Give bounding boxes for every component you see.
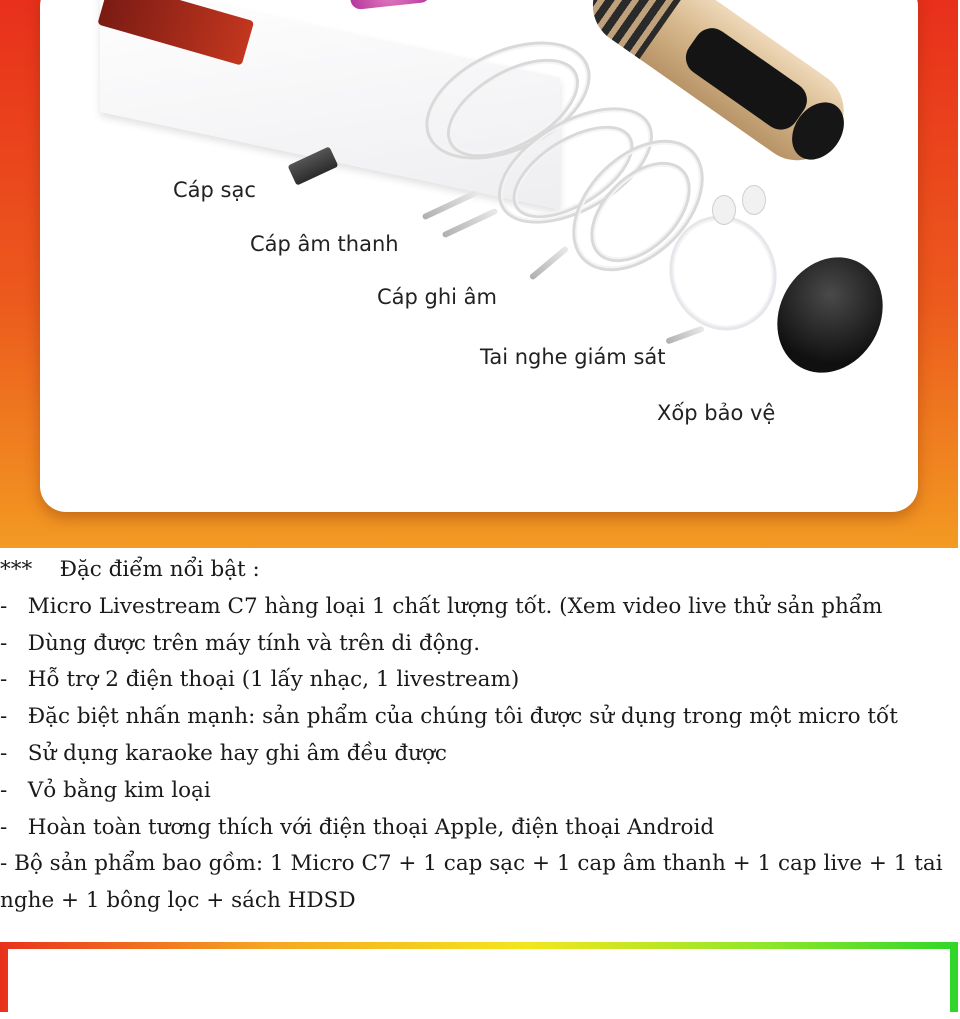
earphone-jack-image xyxy=(665,325,705,344)
heading-asterisks: *** xyxy=(0,557,33,582)
feature-item: - Đặc biệt nhấn mạnh: sản phẩm của chúng tôi được sử dụng trong một micro tốt xyxy=(0,704,898,730)
feature-item: - Bộ sản phẩm bao gồm: 1 Micro C7 + 1 cap sạc + 1 cap âm thanh + 1 cap live + 1 tai nghe + 1 bông lọc + sách HDSD xyxy=(0,851,943,914)
microphone-grill xyxy=(577,0,692,59)
box-decoration xyxy=(349,0,431,10)
label-audio-cable: Cáp âm thanh xyxy=(250,232,399,256)
earbud-right-image xyxy=(742,185,766,215)
feature-item: - Hỗ trợ 2 điện thoại (1 lấy nhạc, 1 livestream) xyxy=(0,667,520,693)
feature-heading xyxy=(0,552,958,589)
feature-item: - Hoàn toàn tương thích với điện thoại Apple, điện thoại Android xyxy=(0,814,715,840)
label-monitor-earphones: Tai nghe giám sát xyxy=(480,345,666,369)
feature-list xyxy=(0,552,958,920)
feature-item: - Sử dụng karaoke hay ghi âm đều được xyxy=(0,740,447,766)
audio-jack-image xyxy=(422,190,479,221)
heading-text: Đặc điểm nổi bật : xyxy=(59,557,260,582)
feature-item: - Dùng được trên máy tính và trên di động. xyxy=(0,630,481,656)
feature-item: - Micro Livestream C7 hàng loại 1 chất lượng tốt. (Xem video live thử sản phẩm xyxy=(0,593,883,619)
feature-item: - Vỏ bằng kim loại xyxy=(0,777,211,803)
earbud-left-image xyxy=(712,195,736,225)
audio-jack-image-2 xyxy=(442,208,499,239)
label-recording-cable: Cáp ghi âm xyxy=(377,285,498,309)
product-photo-card xyxy=(40,0,918,512)
recording-jack-image xyxy=(529,245,570,280)
label-foam-cover: Xốp bảo vệ xyxy=(657,401,776,425)
next-image-frame xyxy=(0,942,958,1012)
microphone-control-panel xyxy=(679,21,814,137)
foam-windscreen-image xyxy=(757,238,904,392)
next-image-content xyxy=(8,949,950,1019)
label-charging-cable: Cáp sạc xyxy=(173,178,256,202)
